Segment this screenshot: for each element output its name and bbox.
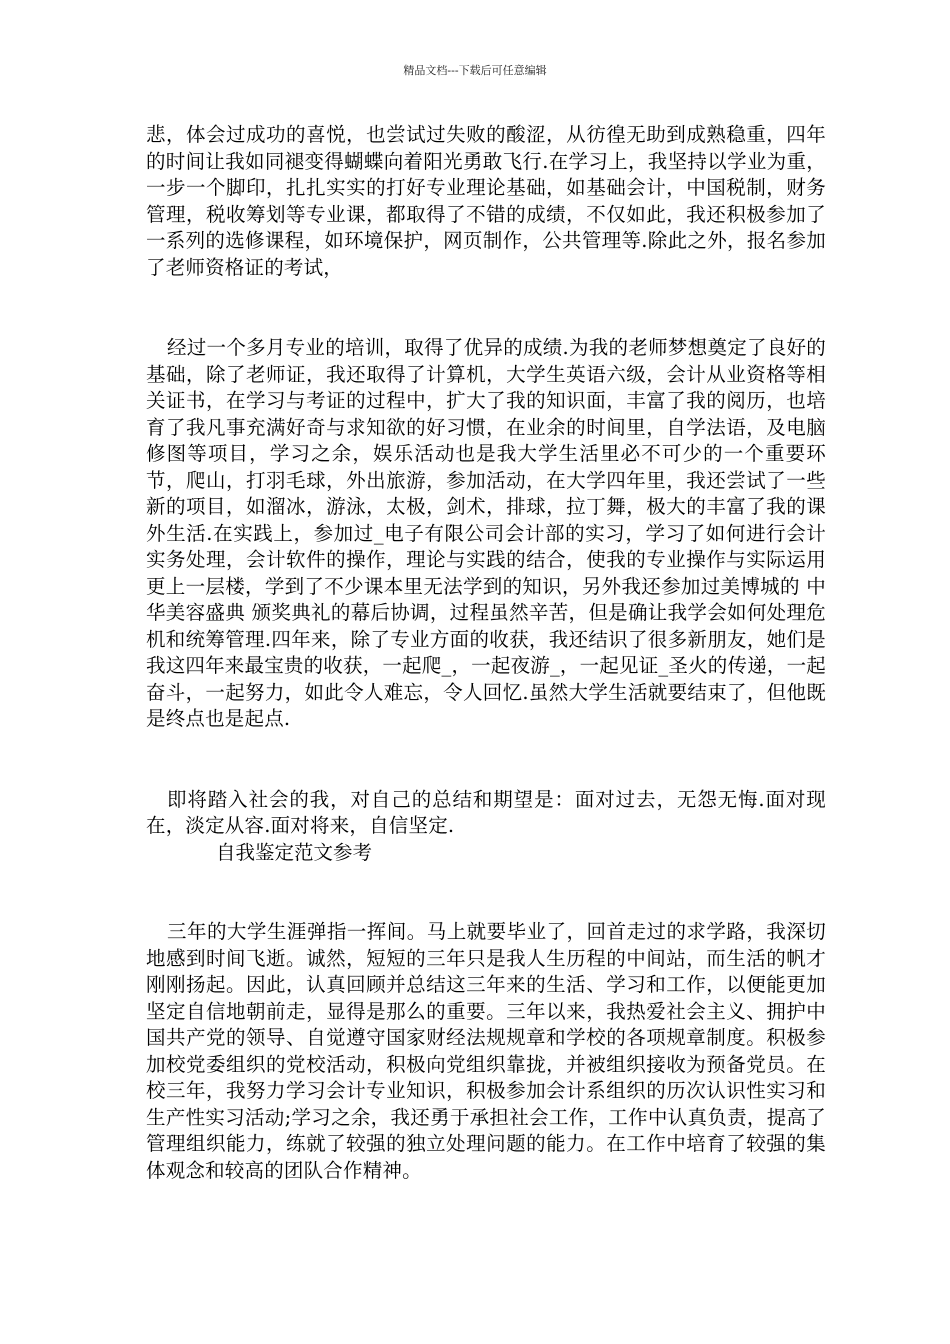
paragraph-4: 三年的大学生涯弹指一挥间。马上就要毕业了，回首走过的求学路，我深切地感到时间飞逝。诚然，短短的三年只是我人生历程的中间站，而生活的帆才刚刚扬起。因此，认真回顾并总结这三年来的生活、学习和工作，以便能更加坚定自信地朝前走，显得是那么的重要。三年以来，我热爱社会主义、拥护中国共产党的领导、自觉遵守国家财经法规规章和学校的各项规章制度。积极参加校党委组织的党校活动，积极向党组织靠拢，并被组织接收为预备党员。在校三年，我努力学习会计专业知识，积极参加会计系组织的历次认识性实习和生产性实习活动;学习之余，我还勇于承担社会工作，工作中认真负责，提高了管理组织能力，练就了较强的独立处理问题的能力。在工作中培育了较强的集体观念和较高的团队合作精神。 [146, 920, 826, 1182]
document-body [146, 122, 826, 1184]
paragraph-1: 悲，体会过成功的喜悦，也尝试过失败的酸涩，从彷徨无助到成熟稳重，四年的时间让我如同褪变得蝴蝶向着阳光勇敢飞行.在学习上，我坚持以学业为重，一步一个脚印，扎扎实实的打好专业理论基础，如基础会计，中国税制，财务管理，税收筹划等专业课，都取得了不错的成绩，不仅如此，我还积极参加了一系列的选修课程，如环境保护，网页制作，公共管理等.除此之外，报名参加了老师资格证的考试， [146, 123, 826, 279]
paragraph-3: 即将踏入社会的我，对自己的总结和期望是：面对过去，无怨无悔.面对现在，淡定从容.面对将来，自信坚定. [146, 787, 826, 837]
page-header: 精品文档---下载后可任意编辑 [403, 64, 547, 77]
section-heading: 自我鉴定范文参考 [216, 840, 373, 864]
paragraph-2: 经过一个多月专业的培训，取得了优异的成绩.为我的老师梦想奠定了良好的基础，除了老师证，我还取得了计算机，大学生英语六级，会计从业资格等相关证书，在学习与考证的过程中，扩大了我的知识面，丰富了我的阅历，也培育了我凡事充满好奇与求知欲的好习惯，在业余的时间里，自学法语，及电脑修图等项目，学习之余，娱乐活动也是我大学生活里必不可少的一个重要环节，爬山，打羽毛球，外出旅游，参加活动，在大学四年里，我还尝试了一些新的项目，如溜冰，游泳，太极，剑术，排球，拉丁舞，极大的丰富了我的课外生活.在实践上，参加过_电子有限公司会计部的实习，学习了如何进行会计实务处理，会计软件的操作，理论与实践的结合，使我的专业操作与实际运用更上一层楼，学到了不少课本里无法学到的知识，另外我还参加过美博城的 中华美容盛典 颁奖典礼的幕后协调，过程虽然辛苦，但是确让我学会如何处理危机和统筹管理.四年来，除了专业方面的收获，我还结识了很多新朋友，她们是我这四年来最宝贵的收获，一起爬_，一起夜游_，一起见证_圣火的传递，一起奋斗，一起努力，如此令人难忘，令人回忆.虽然大学生活就要结束了，但他既是终点也是起点. [146, 336, 826, 730]
